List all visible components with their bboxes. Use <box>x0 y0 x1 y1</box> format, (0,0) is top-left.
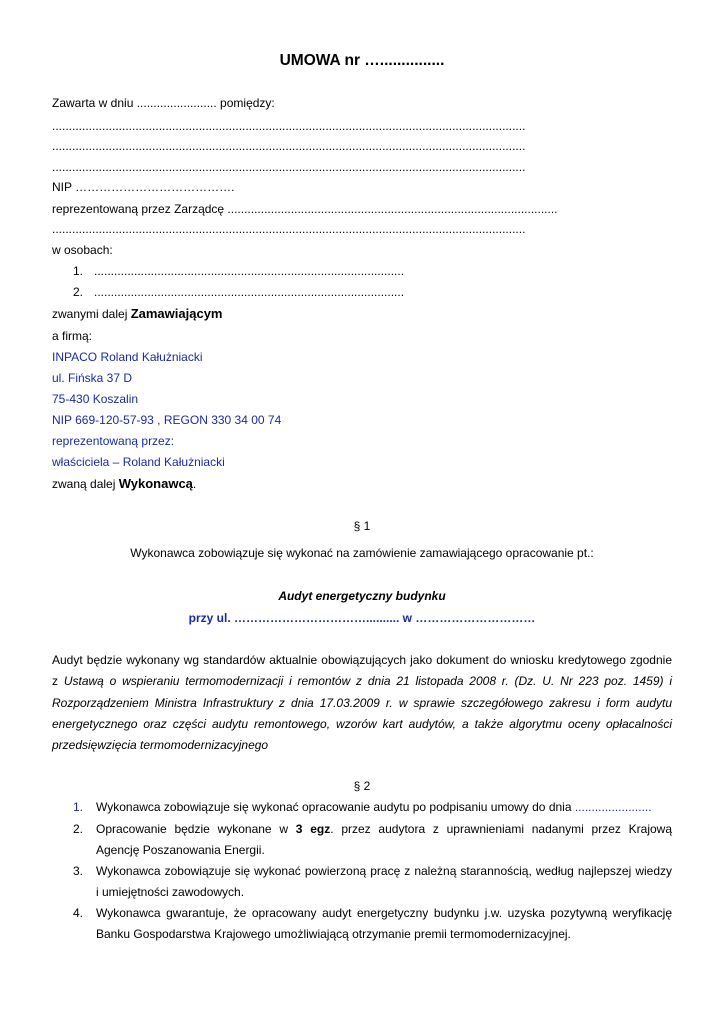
section-1-heading: § 1 <box>353 519 371 533</box>
list-item-text <box>96 800 672 814</box>
contractor-called-prefix: zwaną dalej <box>52 477 119 491</box>
client-called-line <box>52 306 222 321</box>
persons-label: w osobach: <box>52 243 113 257</box>
list-item-text: Wykonawca zobowiązuje się wykonać powierzoną pracę z należną starannością, według najlepszej wiedzy <box>96 864 672 878</box>
list-item-number: 3. <box>73 864 84 878</box>
audit-address: przy ul. …………………………….......... w ………………………… <box>188 611 536 625</box>
list-item-text-part: Wykonawca zobowiązuje się wykonać opracowanie audytu po podpisaniu umowy do dnia <box>96 800 575 814</box>
section-2-heading: § 2 <box>353 779 371 793</box>
contractor-called-name: Wykonawcą <box>118 476 193 491</box>
contractor-rep-name: właściciela – Roland Kałużniacki <box>52 455 225 469</box>
list-item-text-part: . przez audytora z uprawnieniami nadanymi przez Krajową <box>330 822 672 836</box>
nip-line: NIP …………………………………. <box>52 180 235 194</box>
audit-subject: Audyt energetyczny budynku <box>278 589 446 603</box>
section-1-paragraph-line: przedsięwzięcia termomodernizacyjnego <box>52 738 269 752</box>
section-1-paragraph-line <box>52 674 672 688</box>
list-item-text: Agencję Poszanowania Energii. <box>96 843 265 857</box>
section-1-intro: Wykonawca zobowiązuje się wykonać na zamówienie zamawiającego opracowanie pt.: <box>130 546 594 560</box>
and-company-line: a firmą: <box>52 329 93 343</box>
list-item-text <box>96 822 672 836</box>
client-called-name: Zamawiającym <box>130 306 223 321</box>
list-item-number: 2. <box>73 822 84 836</box>
section-1-paragraph-line: Rozporządzeniem Ministra Infrastruktury z dnia 17.03.2009 r. w sprawie szczegółowego zakresu i form audytu <box>52 696 672 710</box>
contractor-street: ul. Fińska 37 D <box>52 371 133 385</box>
contractor-name: INPACO Roland Kałużniacki <box>52 350 203 364</box>
party-dots-line-2: .............................................................................................................................................. <box>52 139 526 153</box>
party-dots-line-4: .............................................................................................................................................. <box>52 222 526 236</box>
contractor-called-line <box>52 476 196 491</box>
document-title: UMOWA nr …............... <box>279 52 445 69</box>
list-item-text: Wykonawca gwarantuje, że opracowany audyt energetyczny budynku j.w. uzyska pozytywną weryfikację <box>96 906 672 920</box>
section-1-paragraph-line: Audyt będzie wykonany wg standardów aktualnie obowiązujących jako dokument do wniosku kredytowego zgodnie <box>52 653 672 667</box>
party-dots-line-1: .............................................................................................................................................. <box>52 119 526 133</box>
list-item-text-part: Opracowanie będzie wykonane w <box>96 822 296 836</box>
paragraph-act-title: Ustawą o wspieraniu termomodernizacji i remontów z dnia 21 listopada 2008 r. (Dz. U. Nr 223 poz. 1459) i <box>63 674 672 688</box>
client-called-prefix: zwanymi dalej <box>52 307 131 321</box>
date-line: Zawarta w dniu ........................ pomiędzy: <box>52 96 275 110</box>
person-number: 2. <box>73 285 84 299</box>
party-dots-line-3: .............................................................................................................................................. <box>52 160 526 174</box>
person-dots: ............................................................................................. <box>94 264 405 278</box>
list-item-text: Banku Gospodarstwa Krajowego umożliwiającą otrzymanie premii termomodernizacyjnej. <box>96 927 571 941</box>
paragraph-z: z <box>52 674 64 688</box>
section-1-paragraph-line: energetycznego oraz części audytu remontowego, wzorów kart audytów, a także algorytmu oceny opłacalności <box>52 717 672 731</box>
contractor-city: 75-430 Koszalin <box>52 392 139 406</box>
list-item-number: 1. <box>73 800 84 814</box>
represented-by-line: reprezentowaną przez Zarządcę ................................................................................................... <box>52 202 558 216</box>
list-item-dots: ....................... <box>574 800 652 814</box>
contractor-called-suffix: . <box>192 477 197 491</box>
contractor-rep-label: reprezentowaną przez: <box>52 434 175 448</box>
list-item-text: i umiejętności zawodowych. <box>96 885 245 899</box>
person-dots: ............................................................................................. <box>94 285 405 299</box>
copies-count: 3 egz <box>295 822 331 836</box>
person-number: 1. <box>73 264 84 278</box>
list-item-number: 4. <box>73 906 84 920</box>
contractor-ids: NIP 669-120-57-93 , REGON 330 34 00 74 <box>52 413 282 427</box>
